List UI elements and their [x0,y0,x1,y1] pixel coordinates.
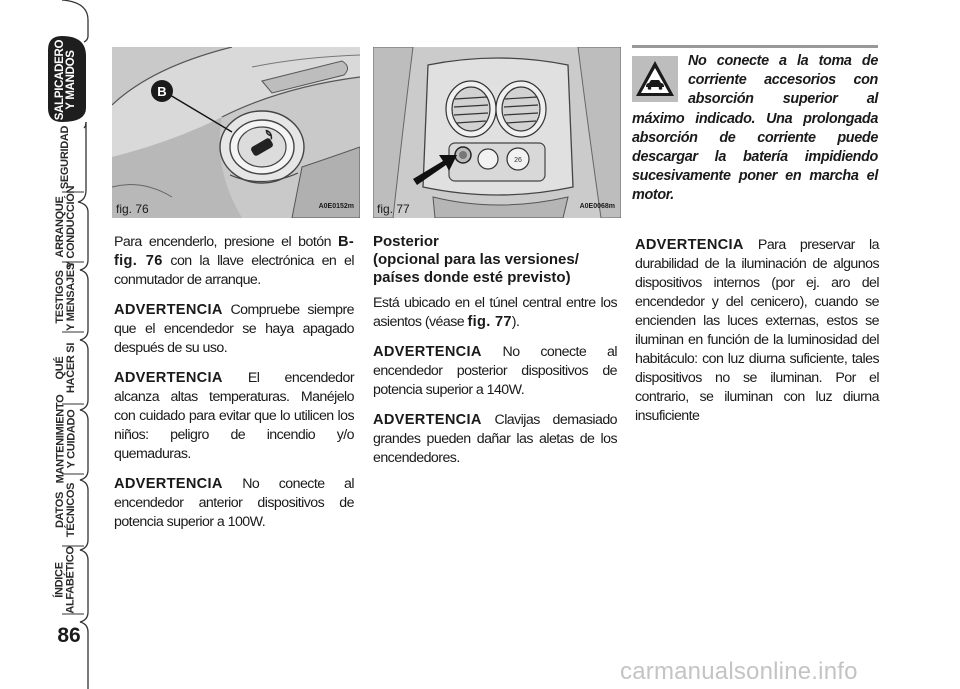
figure-reference: fig. 77 [467,314,512,330]
tab-seguridad: SEGURIDAD [59,125,72,189]
figure-76-label: fig. 76 [116,202,149,216]
tab-arranque-y-conduccion: ARRANQUE Y CONDUCCIÓN [54,185,77,269]
text-column-2 [373,233,617,479]
tab-indice-alfabetico: ÍNDICE ALFABÉTICO [54,546,77,614]
tab-datos-tecnicos: DATOS TÉCNICOS [54,482,77,538]
figure-77 [373,47,621,218]
paragraph-activate: Para encenderlo, presione el botón B-fig. 76 con la llave electrónica en el conmutador de arranque. [114,234,354,288]
text-column-1 [114,233,354,543]
paragraph-advertencia-rear-2: ADVERTENCIA Clavijas demasiado grandes pueden dañar las aletas de los encendedores. [373,412,617,466]
svg-text:26: 26 [514,157,522,164]
figure-76-code: A0E0152m [318,203,354,210]
paragraph-advertencia-illumination: ADVERTENCIA Para preservar la durabilidad de la iluminación de algunos dispositivos internos (por ej. aro del encendedor y del cenicero), cuando se encienden las luces externas, estos se iluminan en función de la luminosidad del habitáculo: con luz diurna suficiente, tales dispositivos no se iluminan. Por el contrario, se iluminan con luz diurna insuficiente [635,237,879,424]
tab-testigos-y-mensajes: TESTIGOS Y MENSAJES [54,263,77,331]
warning-rule [632,45,878,48]
figure-77-label: fig. 77 [377,202,410,216]
tab-mantenimiento-y-cuidado: MANTENIMIENTO Y CUIDADO [54,394,78,484]
watermark: carmanualsonline.info [620,658,858,685]
paragraph-advertencia-2: ADVERTENCIA El encendedor alcanza altas temperaturas. Manéjelo con cuidado para evitar que lo utilicen los niños: peligro de incendio y/o quemaduras. [114,370,354,462]
callout-b-label: B [157,84,167,99]
figure-77-code: A0E0068m [579,203,615,210]
text-column-3 [635,236,879,437]
page-number: 86 [57,624,81,647]
warning-box [632,45,878,206]
tab-que-hacer-si: QUÉ HACER SI [54,342,78,394]
figure-reference: B-fig. 76 [114,234,354,269]
figure-76 [112,47,360,218]
car-battery-warning-icon [632,56,678,102]
section-tab-strip [0,0,92,689]
tab-salpicadero-y-mandos: SALPICADERO Y MANDOS [54,39,77,121]
rear-lighter-illustration [373,47,621,218]
paragraph-advertencia-rear-1: ADVERTENCIA No conecte al encendedor posterior dispositivos de potencia superior a 140W. [373,344,617,398]
paragraph-advertencia-1: ADVERTENCIA Compruebe siempre que el encendedor se haya apagado después de su uso. [114,302,354,356]
warning-text-block: No conecte a la toma de corriente accesorios con absorción superior al máximo indicado. Una prolongada absorción de corriente puede descargar la batería impidiendo sucesivamente poner en marcha el motor. [632,53,878,204]
paragraph-advertencia-3: ADVERTENCIA No conecte al encendedor anterior dispositivos de potencia superior a 100W. [114,476,354,530]
section-heading-posterior: Posterior (opcional para las versiones/ países donde esté previsto) [373,233,579,286]
paragraph-location: Está ubicado en el túnel central entre los asientos (véase fig. 77). [373,295,617,330]
cigar-lighter-illustration [112,47,360,218]
